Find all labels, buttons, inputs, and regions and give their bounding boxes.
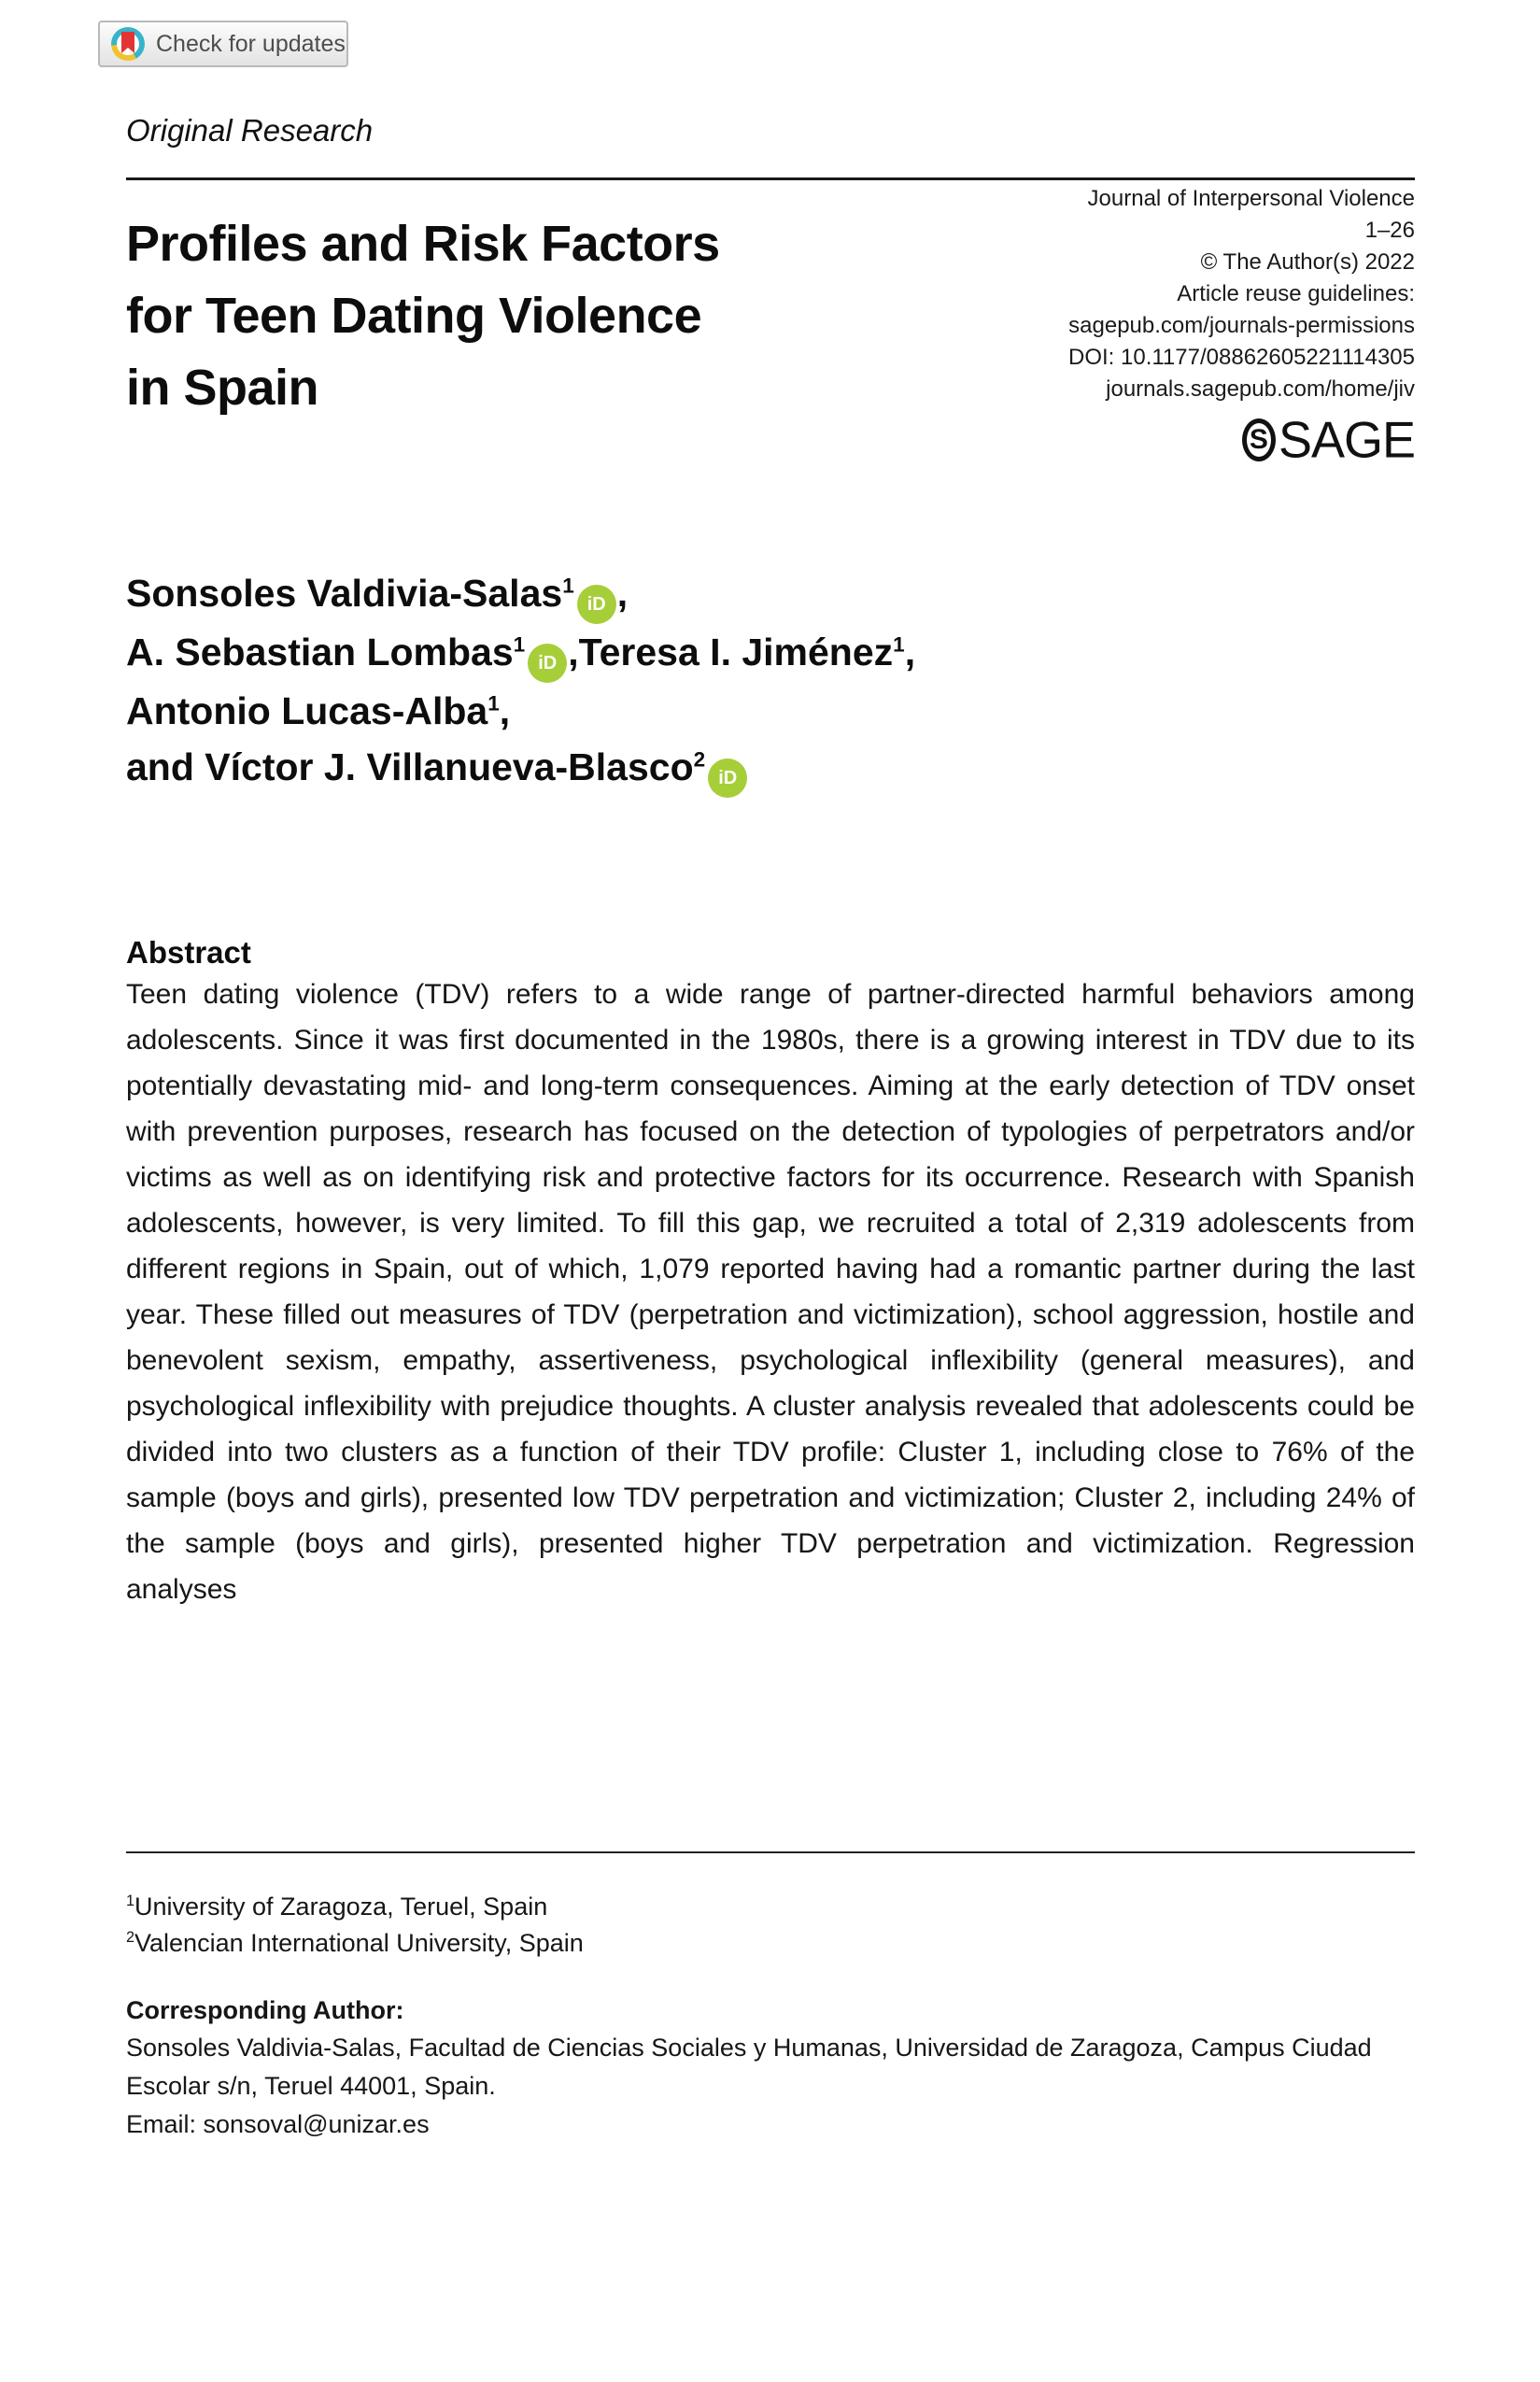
author-separator: , xyxy=(499,689,511,732)
author-name: and Víctor J. Villanueva-Blasco xyxy=(126,745,694,788)
author-name: Teresa I. Jiménez xyxy=(578,631,894,673)
corresponding-author-email-line xyxy=(126,2106,1415,2144)
author-line xyxy=(126,739,915,798)
article-title xyxy=(126,208,967,424)
author-name: A. Sebastian Lombas xyxy=(126,631,514,673)
affiliations-block xyxy=(126,1889,584,1962)
corresponding-author-address: Sonsoles Valdivia-Salas, Facultad de Ciencias Sociales y Humanas, Universidad de Zaragoza, Campus Ciudad Escolar s/n, Teruel 44001, Spain. xyxy=(126,2034,1372,2100)
sage-wordmark: SAGE xyxy=(1278,411,1415,469)
copyright-line: © The Author(s) 2022 xyxy=(1200,249,1415,275)
affiliation-superscript: 1 xyxy=(893,632,905,657)
abstract-heading: Abstract xyxy=(126,935,251,970)
orcid-icon[interactable]: iD xyxy=(577,585,616,624)
author-separator: , xyxy=(616,572,629,615)
author-separator: , xyxy=(904,631,916,673)
author-line xyxy=(126,624,915,683)
title-line-3: in Spain xyxy=(126,360,319,416)
sage-logo xyxy=(1068,411,1415,469)
journal-name: Journal of Interpersonal Violence xyxy=(1087,186,1415,211)
doi-line: DOI: 10.1177/08862605221114305 xyxy=(1068,345,1415,370)
crossmark-icon xyxy=(111,27,145,61)
affiliation-line xyxy=(126,1925,584,1962)
affiliation-superscript: 2 xyxy=(693,747,706,772)
author-separator: , xyxy=(568,631,579,673)
header-rule xyxy=(126,177,1415,180)
affiliation-number: 1 xyxy=(126,1893,135,1909)
affiliation-text: University of Zaragoza, Teruel, Spain xyxy=(134,1893,548,1921)
bookmark-icon xyxy=(121,32,134,53)
corresponding-author-heading: Corresponding Author: xyxy=(126,1996,404,2024)
affiliation-superscript: 1 xyxy=(562,574,574,598)
author-line xyxy=(126,565,915,624)
affiliation-superscript: 1 xyxy=(513,632,526,657)
reuse-guidelines-label: Article reuse guidelines: xyxy=(1177,281,1415,306)
email-label: Email: xyxy=(126,2110,204,2138)
corresponding-author-block xyxy=(126,1992,1415,2144)
affiliation-number: 2 xyxy=(126,1929,135,1946)
abstract-text: Teen dating violence (TDV) refers to a wide range of partner-directed harmful behaviors among adolescents. Since it was first documented in the 1980s, there is a growing interest in TDV due to its potentially devastating mid- and long-term consequences. Aiming at the early detection of TDV onset with prevention purposes, research has focused on the detection of typologies of perpetrators and/or victims as well as on identifying risk and protective factors for its occurrence. Research with Spanish adolescents, however, is very limited. To fill this gap, we recruited a total of 2,319 adolescents from different regions in Spain, out of which, 1,079 reported having had a romantic partner during the last year. These filled out measures of TDV (perpetration and victimization), school aggression, hostile and benevolent sexism, empathy, assertiveness, psychological inflexibility (general measures), and psychological inflexibility with prejudice thoughts. A cluster analysis revealed that adolescents could be divided into two clusters as a function of their TDV profile: Cluster 1, including close to 76% of the sample (boys and girls), presented low TDV perpetration and victimization; Cluster 2, including 24% of the sample (boys and girls), presented higher TDV perpetration and victimization. Regression analyses xyxy=(126,979,1415,1605)
title-line-1: Profiles and Risk Factors xyxy=(126,216,720,272)
author-name: Antonio Lucas-Alba xyxy=(126,689,488,732)
author-line xyxy=(126,683,915,739)
orcid-icon[interactable]: iD xyxy=(528,644,567,683)
email-link[interactable]: sonsoval@unizar.es xyxy=(203,2110,430,2138)
check-for-updates-label: Check for updates xyxy=(156,30,346,57)
affiliation-text: Valencian International University, Spain xyxy=(134,1929,584,1957)
journal-meta-block xyxy=(1068,183,1415,469)
affiliation-line xyxy=(126,1889,584,1925)
sage-s-mark-icon: S xyxy=(1242,418,1276,461)
author-list xyxy=(126,565,915,798)
check-for-updates-button[interactable] xyxy=(98,21,348,67)
author-name: Sonsoles Valdivia-Salas xyxy=(126,572,563,615)
footnote-rule xyxy=(126,1851,1415,1853)
page-range: 1–26 xyxy=(1364,218,1415,243)
affiliation-superscript: 1 xyxy=(487,691,500,716)
orcid-icon[interactable]: iD xyxy=(708,759,747,798)
journal-home-link[interactable]: journals.sagepub.com/home/jiv xyxy=(1106,376,1415,402)
article-type-label: Original Research xyxy=(126,113,374,148)
permissions-link[interactable]: sagepub.com/journals-permissions xyxy=(1068,313,1415,338)
title-line-2: for Teen Dating Violence xyxy=(126,288,702,344)
